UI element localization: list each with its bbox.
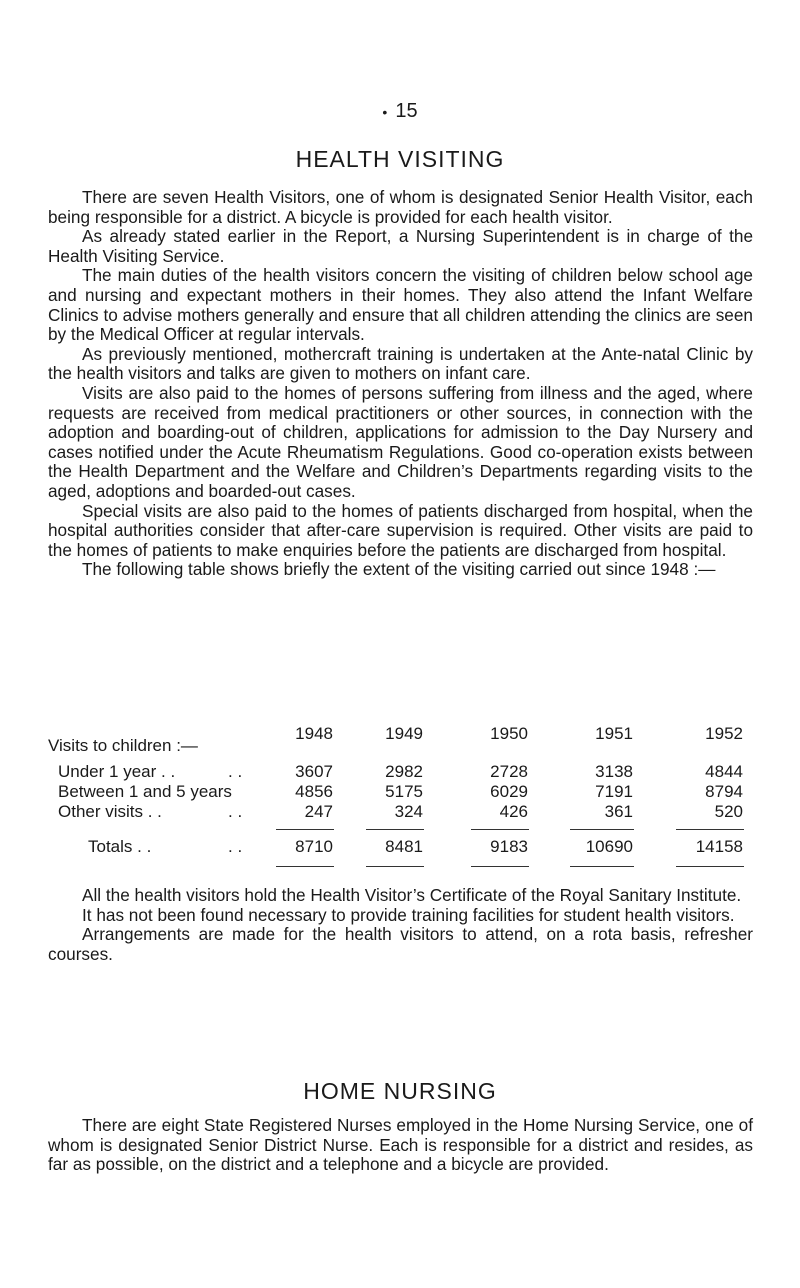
visits-table [48, 724, 753, 884]
row-dots: . . [228, 837, 243, 856]
page-marker: • [382, 104, 388, 120]
paragraph: As already stated earlier in the Report, a Nursing Superintendent is in charge of the Health Visiting Service. [48, 226, 753, 266]
paragraph: There are seven Health Visitors, one of whom is designated Senior Health Visitor, each being responsible for a district. A bicycle is provided for each health visitor. [48, 187, 753, 227]
paragraph: The main duties of the health visitors concern the visiting of children below school age and nursing and expectant mothers in their homes. They also attend the Infant Welfare Clinics to advise mothers generally and ensure that all children attending the clinics are seen by the Medical Officer at regular intervals. [48, 265, 753, 345]
total-rule [676, 866, 744, 867]
year-header: 1952 [705, 724, 743, 743]
total-rule [276, 866, 334, 867]
row-label: Under 1 year . . [58, 762, 176, 781]
cell-value: 3138 [595, 762, 633, 781]
row-dots: . . [228, 762, 243, 781]
cell-value: 324 [394, 802, 423, 821]
row-label: Other visits . . [58, 802, 162, 821]
sum-rule [676, 829, 744, 830]
cell-value: 247 [304, 802, 333, 821]
cell-value: 426 [499, 802, 528, 821]
cell-value: 8794 [705, 782, 743, 801]
paragraph: There are eight State Registered Nurses employed in the Home Nursing Service, one of whom is designated Senior District Nurse. Each is responsible for a district and resides, as far as possible, on the district and a telephone and a bicycle are provided. [48, 1115, 753, 1175]
row-label: Between 1 and 5 years [58, 782, 232, 801]
group-label: Visits to children :— [48, 736, 198, 755]
cell-value: 3607 [295, 762, 333, 781]
cell-value: 7191 [595, 782, 633, 801]
health-visiting-closing [48, 886, 753, 964]
total-value: 10690 [585, 837, 633, 856]
total-value: 8710 [295, 837, 333, 856]
sum-rule [471, 829, 529, 830]
paragraph: Special visits are also paid to the homes of patients discharged from hospital, when the hospital authorities consider that after-care supervision is required. Other visits are paid to the homes of patients to make enquiries before the patients are discharged from hospital. [48, 500, 753, 560]
totals-label: Totals . . [88, 837, 152, 856]
sum-rule [570, 829, 634, 830]
page-number [0, 100, 800, 123]
year-header: 1951 [595, 724, 633, 743]
year-header: 1948 [295, 724, 333, 743]
home-nursing-body [48, 1116, 753, 1175]
section-title-home-nursing: HOME NURSING [303, 1078, 497, 1104]
total-value: 9183 [490, 837, 528, 856]
paragraph: All the health visitors hold the Health Visitor’s Certificate of the Royal Sanitary Institute. [82, 885, 742, 905]
health-visiting-body [48, 188, 753, 580]
paragraph: Visits are also paid to the homes of persons suffering from illness and the aged, where requests are received from medical practitioners or other sources, in connection with the adoption and boarding-out of children, applications for admission to the Day Nursery and cases notified under the Acute Rheumatism Regulations. Good co-operation exists between the Health Department and the Welfare and Children’s Departments regarding visits to the aged, adoptions and boarded-out cases. [48, 382, 753, 501]
paragraph: Arrangements are made for the health visitors to attend, on a rota basis, refresher courses. [48, 924, 753, 964]
cell-value: 4856 [295, 782, 333, 801]
paragraph: The following table shows briefly the extent of the visiting carried out since 1948 :— [82, 559, 716, 580]
cell-value: 2982 [385, 762, 423, 781]
sum-rule [276, 829, 334, 830]
total-rule [570, 866, 634, 867]
total-value: 8481 [385, 837, 423, 856]
sum-rule [366, 829, 424, 830]
cell-value: 2728 [490, 762, 528, 781]
total-rule [366, 866, 424, 867]
cell-value: 5175 [385, 782, 423, 801]
row-dots: . . [228, 802, 243, 821]
year-header: 1949 [385, 724, 423, 743]
paragraph: It has not been found necessary to provide training facilities for student health visitors. [82, 904, 735, 925]
section-title-health-visiting: HEALTH VISITING [295, 146, 505, 172]
page-number-value: 15 [395, 100, 418, 122]
total-rule [471, 866, 529, 867]
cell-value: 361 [604, 802, 633, 821]
cell-value: 6029 [490, 782, 528, 801]
cell-value: 520 [714, 802, 743, 821]
year-header: 1950 [490, 724, 528, 743]
paragraph: As previously mentioned, mothercraft training is undertaken at the Ante-natal Clinic by the health visitors and talks are given to mothers on infant care. [48, 343, 753, 384]
cell-value: 4844 [705, 762, 743, 781]
total-value: 14158 [695, 837, 743, 856]
